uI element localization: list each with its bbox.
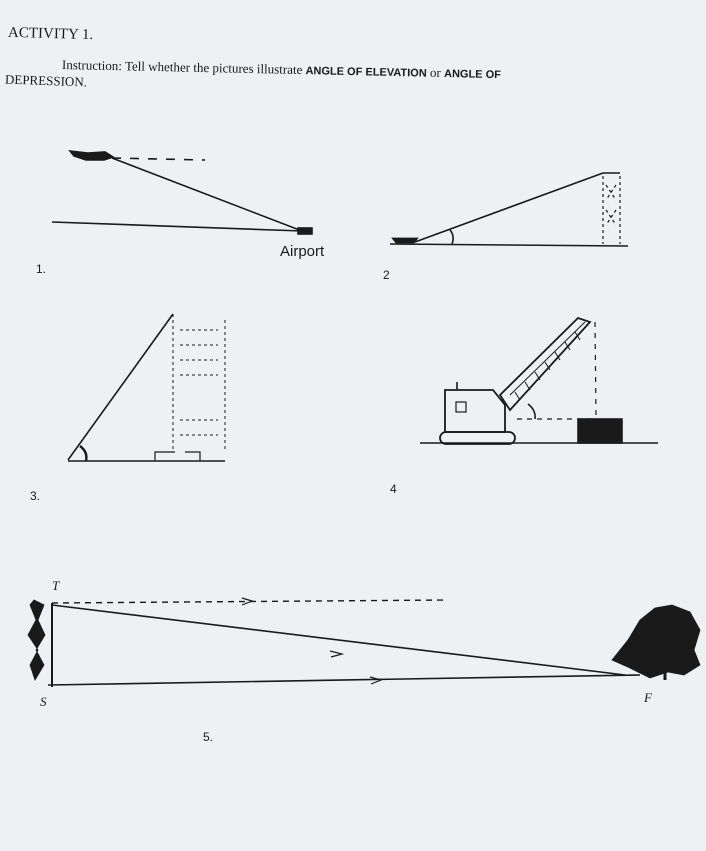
sea-line	[390, 244, 628, 246]
angle-arc	[80, 446, 86, 461]
airplane-icon	[70, 151, 113, 160]
crane-window	[456, 402, 466, 412]
figure-4	[420, 318, 658, 444]
figure-2-number: 2	[383, 268, 390, 282]
building-icon	[173, 314, 225, 450]
point-t-label: T	[52, 578, 60, 593]
point-s-label: S	[40, 694, 47, 709]
boat-icon	[392, 238, 418, 243]
horizontal-dashed-line	[112, 158, 205, 160]
tree-icon	[612, 605, 700, 678]
crane-boom	[500, 318, 590, 410]
ground-line	[48, 675, 640, 685]
arrowhead-icon	[330, 651, 342, 657]
line-of-sight	[112, 158, 302, 231]
crane-cable	[595, 322, 596, 418]
crane-cab-icon	[445, 390, 505, 432]
option-connector: or	[429, 64, 442, 80]
ground-line	[52, 222, 302, 231]
instruction-prefix: Instruction: Tell whether the pictures illustrate	[61, 57, 303, 78]
figure-1	[52, 151, 312, 234]
figure-5	[28, 598, 700, 687]
figure-2	[390, 173, 628, 246]
figure-5-number: 5.	[203, 730, 214, 744]
activity-title: ACTIVITY 1.	[7, 24, 94, 44]
crane-boom-lattice	[510, 322, 585, 400]
figure-1-number: 1.	[36, 262, 47, 276]
airport-marker-icon	[298, 228, 312, 234]
line-of-sight	[52, 605, 625, 675]
line-of-sight	[415, 173, 603, 242]
line-of-sight	[68, 314, 173, 460]
angle-arc	[450, 230, 453, 244]
instruction-continuation: DEPRESSION.	[4, 71, 88, 90]
figure-3	[68, 314, 225, 461]
figure-4-number: 4	[390, 482, 397, 496]
airport-label: Airport	[280, 243, 325, 260]
arrowhead-icon	[370, 677, 381, 684]
angle-arc	[528, 404, 535, 419]
lighthouse-icon	[603, 176, 620, 244]
building-door	[155, 452, 200, 461]
figure-3-number: 3.	[30, 489, 41, 503]
cliff-icon	[28, 600, 45, 680]
crate-icon	[578, 419, 622, 443]
option-elevation: ANGLE OF ELEVATION	[305, 65, 427, 80]
option-depression-start: ANGLE OF	[443, 68, 502, 82]
point-f-label: F	[644, 690, 652, 705]
